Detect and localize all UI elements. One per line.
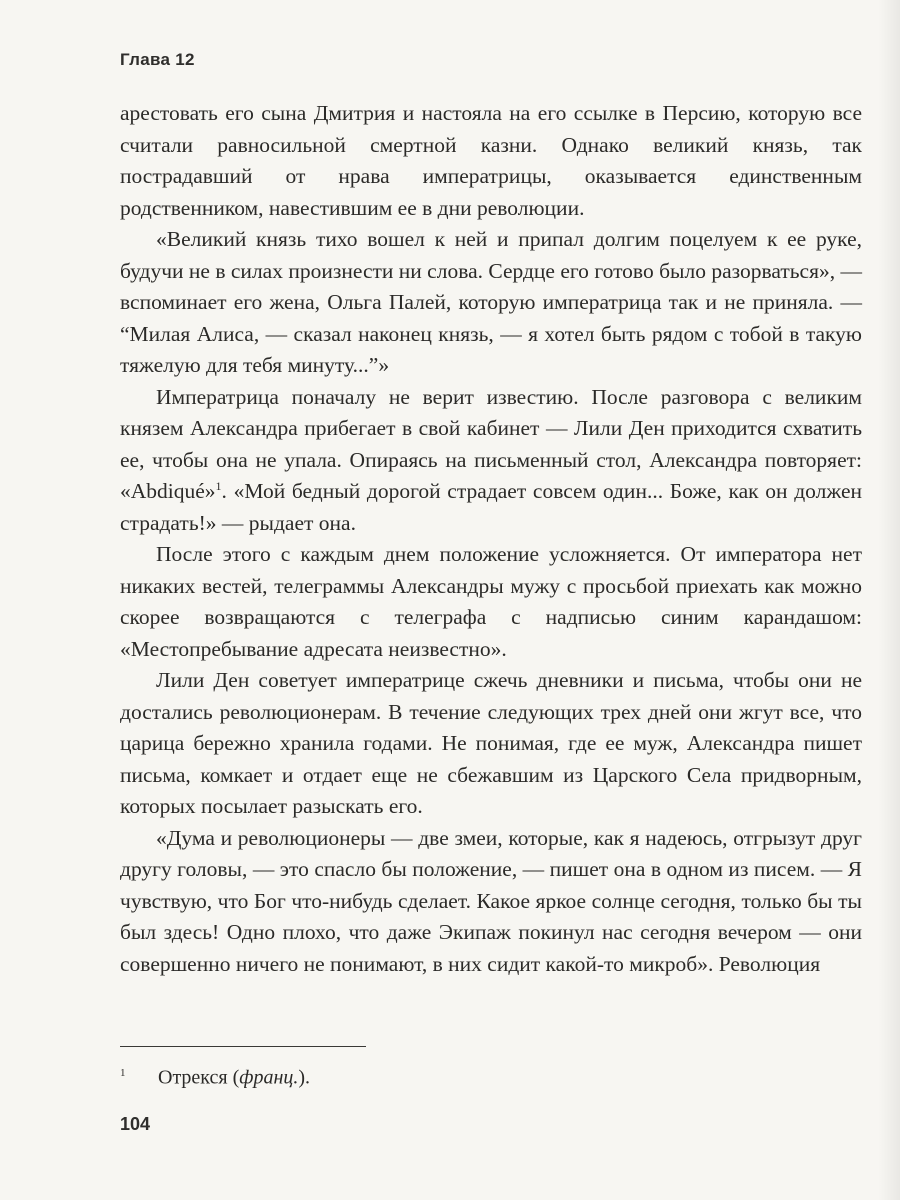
running-header	[120, 50, 209, 70]
footnote-text: Отрекся (	[158, 1066, 240, 1089]
paragraph: арестовать его сына Дмитрия и настояла на его ссылке в Персию, которую все считали равносильной смертной казни. Однако великий князь, так пострадавший от нрава императрицы, оказывается единственным родственником, навестившим ее в дни революции.	[120, 101, 862, 220]
paragraph: «Великий князь тихо вошел к ней и припал долгим поцелуем к ее руке, будучи не в силах произнести ни слова. Сердце его готово было разорваться», — вспоминает его жена, Ольга Палей, которую императрица так и не приняла. — “Милая Алиса, — сказал наконец князь, — я хотел быть рядом с тобой в такую тяжелую для тебя минуту...”»	[120, 227, 862, 377]
paragraph-text-continued: . «Мой бедный дорогой страдает совсем один... Боже, как он должен страдать!» — рыдает она.	[120, 479, 862, 535]
paragraph: «Дума и революционеры — две змеи, которые, как я надеюсь, отгрызут друг другу головы, — это спасло бы положение, — пишет она в одном из писем. — Я чувствую, что Бог что-нибудь сделает. Какое яркое солнце сегодня, только бы ты был здесь! Одно плохо, что даже Экипаж покинул нас сегодня вечером — они совершенно ничего не понимают, в них сидит какой-то микроб». Революция	[120, 825, 862, 976]
paragraph: Лили Ден советует императрице сжечь дневники и письма, чтобы они не достались революционерам. В течение следующих трех дней они жгут все, что царица бережно хранила годами. Не понимая, где ее муж, Александра пишет письма, комкает и отдает еще не сбежавшим из Царского Села придворным, которых посылает разыскать его.	[120, 668, 862, 818]
footnote-mark: 1	[120, 1067, 126, 1079]
footnote-text-end: ).	[298, 1066, 311, 1089]
body-text	[120, 98, 862, 980]
page-number: 104	[120, 1114, 151, 1134]
chapter-label: Глава 12	[120, 50, 195, 69]
paragraph: После этого с каждым днем положение усложняется. От императора нет никаких вестей, телеграммы Александры мужу с просьбой приехать как можно скорее возвращаются с телеграфа с надписью синим карандашом: «Местопребывание адресата неизвестно».	[120, 542, 862, 661]
footnote-italic: франц.	[239, 1066, 299, 1089]
paragraph-text: Императрица поначалу не верит известию. После разговора с великим князем Александра прибегает в свой кабинет — Лили Ден приходится схватить ее, чтобы она не упала. Опираясь на письменный стол, Александра повторяет: «Abdiqué»	[120, 384, 862, 503]
footnote-reference[interactable]: 1	[215, 478, 222, 493]
page-edge-shadow	[878, 0, 900, 1200]
paragraph	[120, 382, 862, 540]
footnote-divider	[120, 1046, 366, 1047]
footnote	[120, 1060, 862, 1091]
